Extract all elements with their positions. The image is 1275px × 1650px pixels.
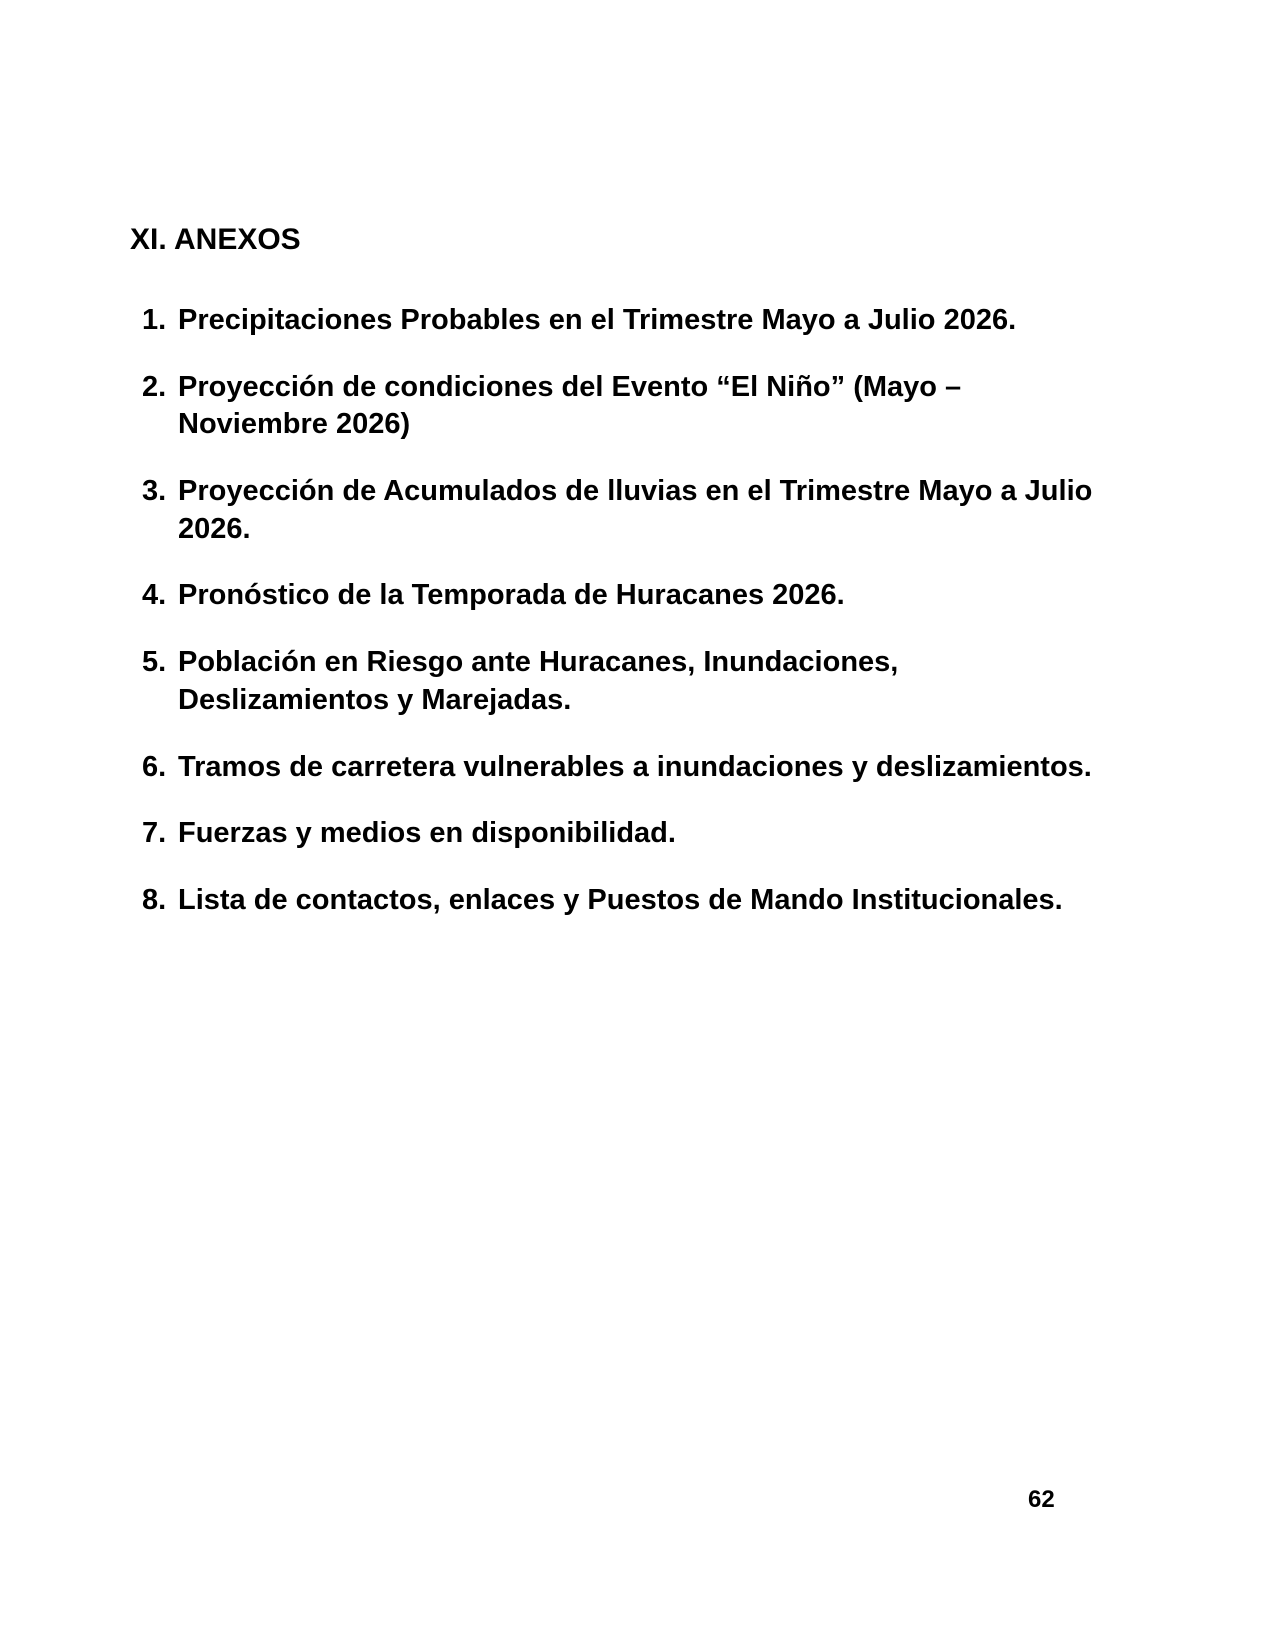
list-item-text: Fuerzas y medios en disponibilidad. <box>178 817 676 850</box>
page-title <box>130 222 1112 258</box>
list-item-number: 2. <box>142 370 167 403</box>
page-number: 62 <box>1028 1486 1055 1513</box>
list-item-number: 4. <box>142 579 167 612</box>
list-item-text: Población en Riesgo ante Huracanes, Inundaciones, Deslizamientos y Marejadas. <box>178 646 899 716</box>
list-item-number: 1. <box>142 304 167 336</box>
section-title: ANEXOS <box>174 223 301 256</box>
list-item-text: Pronóstico de la Temporada de Huracanes 2026. <box>178 579 845 612</box>
list-item <box>142 473 1112 548</box>
list-item <box>142 577 1112 615</box>
page-content <box>130 222 1112 949</box>
list-item-number: 5. <box>142 646 167 679</box>
list-item <box>142 369 1112 444</box>
section-numeral: XI. <box>130 223 167 256</box>
list-item <box>142 815 1112 853</box>
list-item-text: Precipitaciones Probables en el Trimestre Mayo a Julio 2026. <box>178 304 1017 336</box>
list-item-number: 3. <box>142 475 167 508</box>
list-item-number: 6. <box>142 750 167 783</box>
list-item-text: Proyección de condiciones del Evento “El Niño” (Mayo – Noviembre 2026) <box>178 370 962 441</box>
list-item-text: Lista de contactos, enlaces y Puestos de Mando Institucionales. <box>178 883 1063 916</box>
list-item-number: 8. <box>142 883 167 916</box>
list-item <box>142 749 1112 787</box>
list-item <box>142 882 1112 920</box>
annex-list <box>142 302 1112 920</box>
list-item <box>142 644 1112 719</box>
list-item-number: 7. <box>142 817 167 850</box>
list-item-text: Proyección de Acumulados de lluvias en el Trimestre Mayo a Julio 2026. <box>178 475 1093 545</box>
list-item-text: Tramos de carretera vulnerables a inundaciones y deslizamientos. <box>178 750 1092 783</box>
list-item <box>142 302 1112 340</box>
